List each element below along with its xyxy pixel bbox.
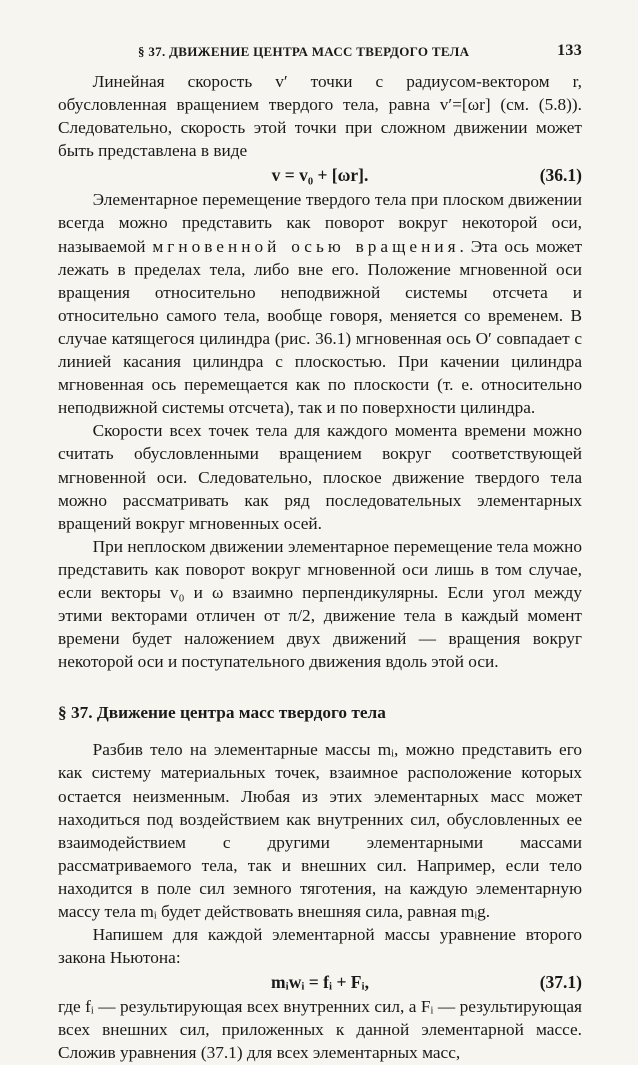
paragraph-instant-axis-start: Элементарное перемещение твердого тела при плоском движении всегда можно представить как поворот вокруг некоторой оси, называемой bbox=[58, 190, 582, 256]
paragraph-velocities: Скорости всех точек тела для каждого момента времени можно считать обусловленными вращением вокруг соответствующей мгновенной оси. Следовательно, плоское движение твердого тела можно рассматривать как ряд последовательных элементарных вращений вокруг мгновенных осей. bbox=[58, 421, 582, 533]
paragraph-newton-law: Напишем для каждой элементарной массы уравнение второго закона Ньютона: bbox=[58, 925, 582, 968]
paragraph-nonplanar: При неплоском движении элементарное перемещение тела можно представить как поворот вокруг мгновенной оси лишь в том случае, если векторы v₀ и ω взаимно перпендикулярны. Если угол между этими векторами отличен от π/2, движение тела в каждый момент времени будет наложением двух движений — вращения вокруг некоторой оси и поступательного движения вдоль этой оси. bbox=[58, 536, 582, 672]
equation-expression: mᵢwᵢ = fᵢ + Fᵢ, bbox=[271, 972, 369, 993]
page bbox=[58, 38, 582, 1065]
page-number: 133 bbox=[557, 42, 582, 59]
equation-37-1 bbox=[58, 969, 582, 995]
equation-36-1 bbox=[58, 162, 582, 188]
equation-expression: v = v₀ + [ωr]. bbox=[271, 165, 369, 186]
equation-number: (37.1) bbox=[539, 972, 582, 993]
paragraph-linear-velocity: Линейная скорость v′ точки с радиусом-вектором r, обусловленная вращением твердого тела, равна v′=[ωr] (см. (5.8)). Следовательно, скорость этой точки при сложном движении может быть представлена в виде bbox=[58, 72, 582, 161]
running-title: § 37. ДВИЖЕНИЕ ЦЕНТРА МАСС ТВЕРДОГО ТЕЛА bbox=[138, 44, 470, 59]
body-text bbox=[58, 70, 582, 1065]
term-instant-axis: мгновенной осью вращения bbox=[152, 236, 460, 256]
paragraph-instant-axis bbox=[58, 188, 582, 419]
paragraph-forces: где fᵢ — результирующая всех внутренних сил, а Fᵢ — результирующая всех внешних сил, приложенных к данной элементарной массе. Сложив уравнения (37.1) для всех элементарных масс, bbox=[58, 997, 582, 1063]
running-head bbox=[58, 38, 582, 64]
paragraph-elementary-masses: Разбив тело на элементарные массы mᵢ, можно представить его как систему материальных точек, взаимное расположение которых остается неизменным. Любая из этих элементарных масс может находиться под воздействием как внутренних сил, обусловленных ее взаимодействием с другими элементарными массами рассматриваемого тела, так и внешних сил. Например, если тело находится в поле сил земного тяготения, на каждую элементарную массу тела mᵢ будет действовать внешняя сила, равная mᵢg. bbox=[58, 740, 582, 921]
equation-number: (36.1) bbox=[539, 165, 582, 186]
paragraph-instant-axis-end: . Эта ось может лежать в пределах тела, либо вне его. Положение мгновенной оси вращения относительно неподвижной системы отсчета и относительно самого тела, вообще говоря, меняется со временем. В случае катящегося цилиндра (рис. 36.1) мгновенная ось O′ совпадает с линией касания цилиндра с плоскостью. При качении цилиндра мгновенная ось перемещается как по плоскости (т. е. относительно неподвижной системы отсчета), так и по поверхности цилиндра. bbox=[58, 236, 583, 418]
section-heading: § 37. Движение центра масс твердого тела bbox=[58, 703, 386, 723]
